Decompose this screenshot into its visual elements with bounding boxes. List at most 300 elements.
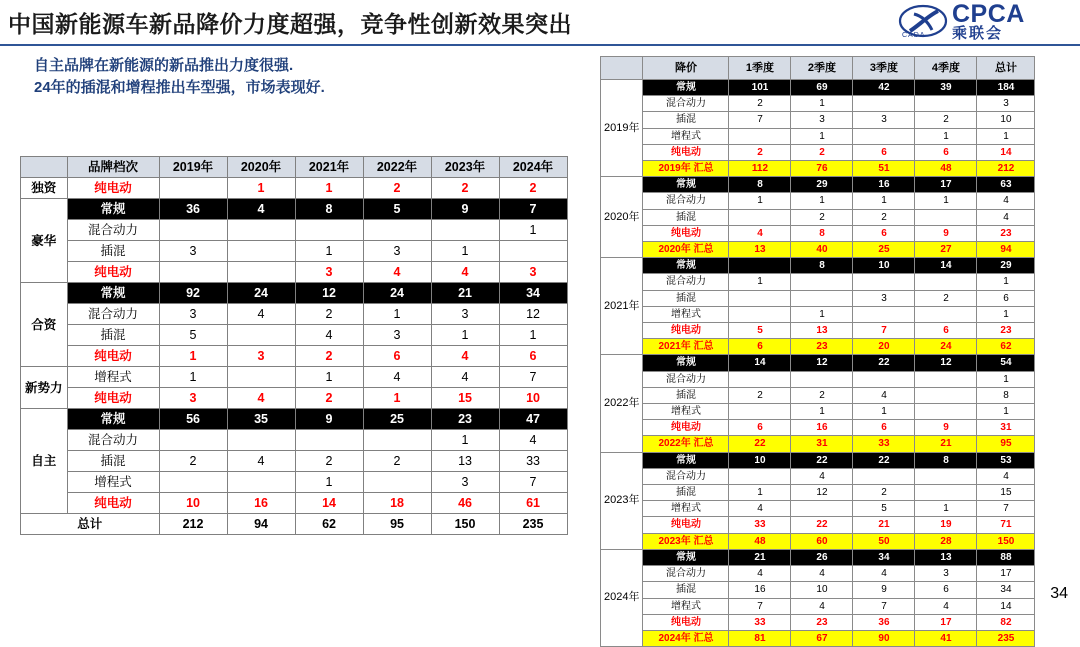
data-cell [915,387,977,403]
data-cell: 61 [499,493,567,514]
data-cell [915,96,977,112]
total-cell: 94 [227,514,295,535]
logo-cn-text: 乘联会 [952,25,1004,42]
data-cell: 23 [977,323,1035,339]
header-cell-q1: 1季度 [729,57,791,80]
data-cell [431,220,499,241]
data-cell [915,274,977,290]
row-type-label: 混合动力 [643,193,729,209]
row-type-label: 纯电动 [67,388,159,409]
table-row [21,346,568,367]
data-cell: 4 [499,430,567,451]
header-cell-total: 总计 [977,57,1035,80]
data-cell [363,430,431,451]
data-cell [915,468,977,484]
data-cell [227,220,295,241]
data-cell [853,468,915,484]
data-cell [729,128,791,144]
data-cell: 10 [499,388,567,409]
data-cell: 42 [853,80,915,96]
data-cell: 6 [363,346,431,367]
total-label: 总计 [21,514,160,535]
data-cell: 17 [977,566,1035,582]
data-cell [159,262,227,283]
data-cell [227,241,295,262]
row-type-label: 插混 [67,241,159,262]
data-cell [853,371,915,387]
table-row [601,355,1035,371]
data-cell: 7 [499,367,567,388]
row-type-label: 增程式 [67,367,159,388]
data-cell: 4 [977,468,1035,484]
data-cell [295,430,363,451]
table-row [21,199,568,220]
table-row [21,409,568,430]
row-type-label: 混合动力 [67,430,159,451]
data-cell: 1 [431,430,499,451]
data-cell: 23 [791,339,853,355]
data-cell: 13 [729,242,791,258]
data-cell: 29 [791,177,853,193]
table-row [601,468,1035,484]
data-cell: 1 [977,371,1035,387]
data-cell: 2 [791,209,853,225]
data-cell: 2 [729,144,791,160]
data-cell [227,262,295,283]
row-group-label: 新势力 [21,367,68,409]
row-type-label: 增程式 [643,306,729,322]
data-cell: 6 [853,420,915,436]
data-cell [159,220,227,241]
row-type-label: 纯电动 [643,323,729,339]
data-cell: 1 [295,367,363,388]
data-cell: 31 [977,420,1035,436]
header-cell-price-cut: 降价 [643,57,729,80]
data-cell: 16 [853,177,915,193]
data-cell: 15 [977,485,1035,501]
data-cell: 6 [915,144,977,160]
data-cell: 1 [431,241,499,262]
row-type-label: 常规 [67,409,159,430]
logo-main-text: CPCA [952,0,1025,28]
data-cell: 21 [729,549,791,565]
data-cell: 2 [159,451,227,472]
data-cell: 4 [791,598,853,614]
table-row [21,178,568,199]
data-cell: 71 [977,517,1035,533]
total-cell: 235 [499,514,567,535]
data-cell [227,430,295,451]
data-cell: 10 [729,452,791,468]
data-cell: 3 [363,325,431,346]
data-cell [915,209,977,225]
table-row [601,177,1035,193]
data-cell: 4 [729,225,791,241]
row-type-label: 常规 [67,199,159,220]
row-type-label: 2021年 汇总 [643,339,729,355]
data-cell: 48 [729,533,791,549]
row-type-label: 插混 [67,325,159,346]
data-cell [729,258,791,274]
table-row [21,451,568,472]
table-row [601,209,1035,225]
data-cell: 3 [431,304,499,325]
total-cell: 95 [363,514,431,535]
data-cell: 50 [853,533,915,549]
data-cell: 2 [295,388,363,409]
data-cell [729,306,791,322]
header-cell-q3: 3季度 [853,57,915,80]
data-cell: 6 [853,144,915,160]
data-cell: 24 [227,283,295,304]
data-cell: 3 [227,346,295,367]
data-cell: 12 [791,355,853,371]
row-type-label: 2019年 汇总 [643,161,729,177]
data-cell: 14 [729,355,791,371]
brand-tier-table [20,156,568,535]
data-cell: 7 [853,598,915,614]
data-cell: 4 [853,387,915,403]
table-row [601,549,1035,565]
data-cell: 3 [431,472,499,493]
data-cell: 9 [915,420,977,436]
data-cell: 4 [363,262,431,283]
total-cell: 62 [295,514,363,535]
data-cell: 7 [977,501,1035,517]
data-cell: 1 [159,346,227,367]
data-cell: 36 [853,614,915,630]
table-row [601,225,1035,241]
table-row [601,80,1035,96]
table-row [21,388,568,409]
data-cell: 2 [295,304,363,325]
data-cell: 27 [915,242,977,258]
row-type-label: 混合动力 [67,304,159,325]
data-cell: 35 [227,409,295,430]
data-cell: 3 [159,388,227,409]
table-row [601,582,1035,598]
header-cell-q4: 4季度 [915,57,977,80]
table-row [601,533,1035,549]
data-cell: 3 [977,96,1035,112]
data-cell: 12 [295,283,363,304]
table-row [601,161,1035,177]
row-type-label: 插混 [643,485,729,501]
data-cell: 17 [915,177,977,193]
table-row [21,430,568,451]
data-cell: 12 [791,485,853,501]
row-type-label: 2024年 汇总 [643,630,729,646]
data-cell: 3 [791,112,853,128]
data-cell: 6 [729,339,791,355]
data-cell: 1 [791,193,853,209]
data-cell: 1 [729,485,791,501]
data-cell: 1 [977,404,1035,420]
data-cell: 81 [729,630,791,646]
row-type-label: 混合动力 [643,274,729,290]
row-type-label: 纯电动 [643,517,729,533]
table-row [601,258,1035,274]
data-cell: 36 [159,199,227,220]
data-cell [853,306,915,322]
data-cell: 4 [227,304,295,325]
data-cell: 92 [159,283,227,304]
data-cell: 10 [977,112,1035,128]
data-cell: 1 [431,325,499,346]
row-type-label: 插混 [643,387,729,403]
data-cell: 4 [227,388,295,409]
data-cell: 2 [791,387,853,403]
data-cell: 9 [853,582,915,598]
table-row [601,306,1035,322]
row-type-label: 纯电动 [643,144,729,160]
data-cell: 13 [431,451,499,472]
data-cell: 212 [977,161,1035,177]
data-cell [729,290,791,306]
row-type-label: 混合动力 [643,371,729,387]
data-cell: 94 [977,242,1035,258]
row-type-label: 常规 [643,80,729,96]
table-row [601,193,1035,209]
data-cell: 3 [363,241,431,262]
data-cell: 22 [791,452,853,468]
data-cell: 15 [431,388,499,409]
table-row [601,630,1035,646]
row-type-label: 混合动力 [67,220,159,241]
row-type-label: 常规 [643,177,729,193]
data-cell [915,404,977,420]
data-cell: 29 [977,258,1035,274]
data-cell: 3 [159,304,227,325]
row-type-label: 常规 [643,549,729,565]
data-cell: 7 [499,472,567,493]
data-cell: 4 [791,566,853,582]
table-row [601,274,1035,290]
data-cell: 33 [853,436,915,452]
data-cell [363,220,431,241]
data-cell: 1 [729,274,791,290]
data-cell: 14 [295,493,363,514]
data-cell: 1 [977,128,1035,144]
data-cell: 21 [431,283,499,304]
data-cell: 16 [227,493,295,514]
header-cell-year [601,57,643,80]
table-row [601,436,1035,452]
data-cell: 8 [791,258,853,274]
data-cell: 7 [499,199,567,220]
row-group-label: 2023年 [601,452,643,549]
row-type-label: 插混 [643,582,729,598]
table-row [21,325,568,346]
data-cell: 23 [791,614,853,630]
data-cell: 60 [791,533,853,549]
data-cell: 9 [915,225,977,241]
data-cell: 1 [791,128,853,144]
data-cell: 21 [915,436,977,452]
header-cell-2022: 2022年 [363,157,431,178]
data-cell [729,404,791,420]
table-row [601,242,1035,258]
data-cell: 101 [729,80,791,96]
data-cell: 4 [791,468,853,484]
data-cell: 56 [159,409,227,430]
table-row [601,517,1035,533]
data-cell: 95 [977,436,1035,452]
data-cell [853,128,915,144]
data-cell: 47 [499,409,567,430]
data-cell: 4 [227,451,295,472]
data-cell [159,430,227,451]
page-title: 中国新能源车新品降价力度超强，竞争性创新效果突出 [8,11,572,37]
data-cell: 5 [729,323,791,339]
data-cell: 7 [853,323,915,339]
data-cell: 150 [977,533,1035,549]
data-cell: 2 [295,346,363,367]
data-cell: 9 [295,409,363,430]
data-cell [159,178,227,199]
data-cell: 31 [791,436,853,452]
data-cell: 1 [977,306,1035,322]
data-cell: 67 [791,630,853,646]
data-cell: 3 [853,112,915,128]
data-cell: 1 [499,220,567,241]
header-cell-brand-tier-a [21,157,68,178]
data-cell: 8 [915,452,977,468]
table-row [601,112,1035,128]
data-cell: 1 [227,178,295,199]
table-row [601,501,1035,517]
table-row [601,566,1035,582]
data-cell: 8 [295,199,363,220]
data-cell: 8 [977,387,1035,403]
data-cell: 2 [729,96,791,112]
data-cell: 4 [295,325,363,346]
data-cell: 2 [295,451,363,472]
row-type-label: 常规 [643,258,729,274]
data-cell: 14 [915,258,977,274]
data-cell [915,485,977,501]
row-type-label: 纯电动 [643,225,729,241]
data-cell: 9 [431,199,499,220]
data-cell: 88 [977,549,1035,565]
row-type-label: 纯电动 [643,420,729,436]
data-cell: 3 [159,241,227,262]
data-cell: 76 [791,161,853,177]
data-cell [729,468,791,484]
cpca-logo [898,2,1074,44]
data-cell: 34 [977,582,1035,598]
row-type-label: 混合动力 [643,566,729,582]
data-cell: 1 [499,325,567,346]
data-cell: 53 [977,452,1035,468]
data-cell [159,472,227,493]
table-row [601,387,1035,403]
data-cell: 6 [853,225,915,241]
data-cell: 22 [729,436,791,452]
data-cell: 41 [915,630,977,646]
data-cell [729,209,791,225]
table-row [21,241,568,262]
data-cell: 46 [431,493,499,514]
data-cell: 54 [977,355,1035,371]
data-cell: 8 [791,225,853,241]
data-cell: 1 [159,367,227,388]
data-cell: 39 [915,80,977,96]
total-cell: 150 [431,514,499,535]
row-type-label: 增程式 [67,472,159,493]
data-cell: 34 [853,549,915,565]
title-divider [0,44,1080,46]
logo-cada-text: CADA [902,32,926,39]
data-cell: 69 [791,80,853,96]
row-type-label: 混合动力 [643,468,729,484]
data-cell: 4 [729,501,791,517]
header-cell-2023: 2023年 [431,157,499,178]
header-cell-2020: 2020年 [227,157,295,178]
table-row [601,485,1035,501]
data-cell: 20 [853,339,915,355]
data-cell: 3 [295,262,363,283]
data-cell: 4 [729,566,791,582]
row-type-label: 2023年 汇总 [643,533,729,549]
data-cell [499,241,567,262]
price-cut-table [600,56,1035,647]
row-group-label: 2020年 [601,177,643,258]
data-cell: 4 [977,193,1035,209]
table-header-row [21,157,568,178]
data-cell [791,274,853,290]
table-row [21,472,568,493]
data-cell: 6 [915,323,977,339]
data-cell: 2 [729,387,791,403]
data-cell: 4 [853,566,915,582]
row-group-label: 独资 [21,178,68,199]
data-cell: 1 [915,193,977,209]
data-cell: 1 [791,306,853,322]
data-cell: 2 [363,178,431,199]
row-type-label: 插混 [67,451,159,472]
data-cell [729,371,791,387]
data-cell [853,96,915,112]
data-cell: 6 [977,290,1035,306]
header-cell-2024: 2024年 [499,157,567,178]
data-cell: 22 [791,517,853,533]
note-line-1: 自主品牌在新能源的新品推出力度很强. [34,57,294,74]
table-row [21,283,568,304]
row-type-label: 纯电动 [67,346,159,367]
data-cell: 1 [295,178,363,199]
data-cell: 2 [499,178,567,199]
data-cell: 1 [729,193,791,209]
row-group-label: 自主 [21,409,68,514]
data-cell: 13 [915,549,977,565]
row-type-label: 纯电动 [67,262,159,283]
row-group-label: 2024年 [601,549,643,646]
header-cell-2019: 2019年 [159,157,227,178]
data-cell [295,220,363,241]
logo-text [952,2,1072,44]
data-cell: 22 [853,355,915,371]
data-cell: 184 [977,80,1035,96]
data-cell: 33 [499,451,567,472]
data-cell: 24 [915,339,977,355]
data-cell: 26 [791,549,853,565]
data-cell: 2 [363,451,431,472]
data-cell: 22 [853,452,915,468]
data-cell: 5 [363,199,431,220]
table-row [601,404,1035,420]
data-cell [227,472,295,493]
